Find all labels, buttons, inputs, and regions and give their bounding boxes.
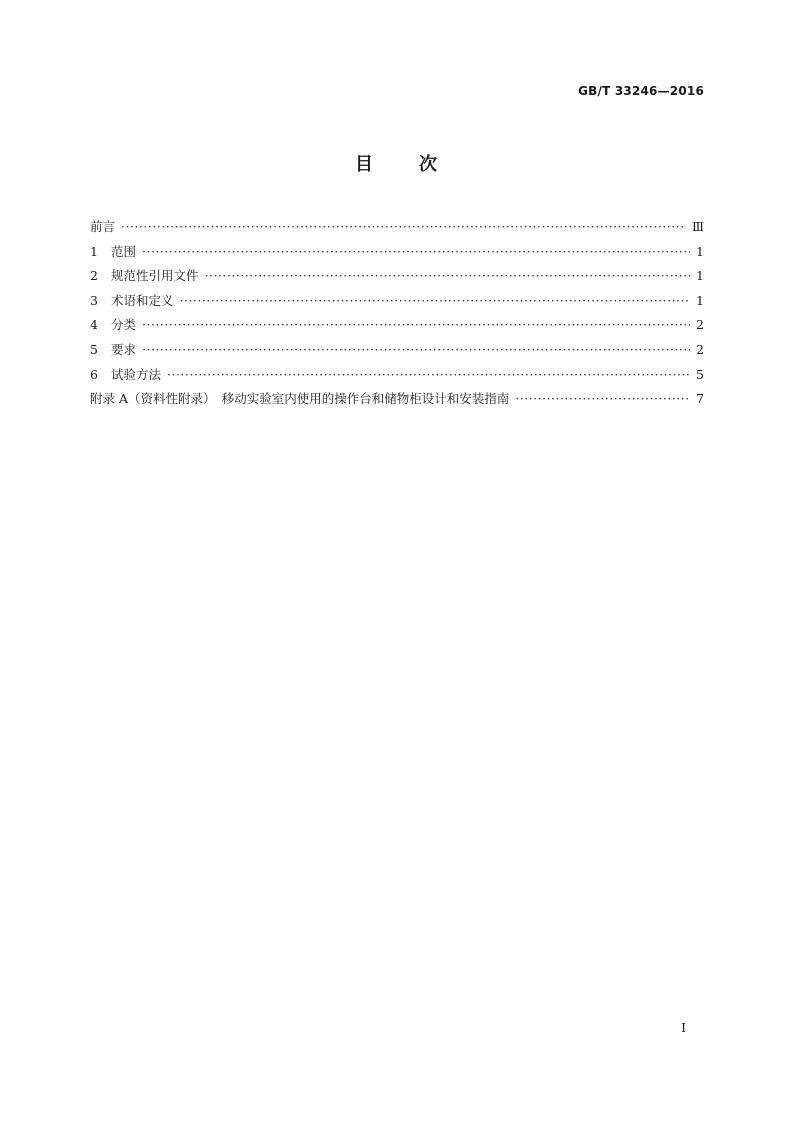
toc-leader-dots bbox=[142, 240, 690, 265]
toc-entry-classification[interactable] bbox=[90, 313, 704, 338]
toc-entry-number: 6 bbox=[90, 366, 98, 382]
toc-entry-number: 2 bbox=[90, 268, 98, 284]
toc-leader-dots bbox=[121, 215, 686, 240]
toc-entry-label: 前言 bbox=[90, 219, 116, 234]
toc-entry-label: 规范性引用文件 bbox=[111, 268, 199, 284]
table-of-contents bbox=[90, 215, 704, 412]
title-char-right: 次 bbox=[419, 154, 439, 175]
title-char-left: 目 bbox=[355, 154, 375, 175]
toc-entry-label: 分类 bbox=[111, 317, 137, 333]
toc-entry-normative-references[interactable] bbox=[90, 264, 704, 289]
toc-leader-dots bbox=[142, 338, 690, 363]
toc-entry-number: 5 bbox=[90, 341, 98, 357]
toc-entry-page: 1 bbox=[696, 292, 704, 308]
toc-leader-dots bbox=[142, 313, 690, 338]
toc-entry-number: 3 bbox=[90, 292, 98, 308]
toc-entry-page: Ⅲ bbox=[691, 219, 704, 234]
toc-entry-scope[interactable] bbox=[90, 240, 704, 265]
toc-entry-label: 术语和定义 bbox=[111, 292, 174, 308]
toc-entry-page: 2 bbox=[696, 341, 704, 357]
toc-entry-label: 要求 bbox=[111, 341, 137, 357]
toc-entry-foreword[interactable] bbox=[90, 215, 704, 240]
toc-entry-page: 5 bbox=[696, 366, 704, 382]
toc-leader-dots bbox=[167, 363, 690, 388]
toc-entry-label: 试验方法 bbox=[111, 366, 162, 382]
toc-leader-dots bbox=[515, 387, 690, 412]
toc-entry-label: 范围 bbox=[111, 243, 137, 259]
toc-entry-page: 2 bbox=[696, 317, 704, 333]
toc-entry-requirements[interactable] bbox=[90, 338, 704, 363]
page-title bbox=[0, 150, 794, 176]
toc-entry-number: 1 bbox=[90, 243, 98, 259]
toc-entry-label: 附录 A（资料性附录） 移动实验室内使用的操作台和储物柜设计和安装指南 bbox=[90, 391, 510, 407]
toc-entry-terms-definitions[interactable] bbox=[90, 289, 704, 314]
page-number: I bbox=[681, 1021, 686, 1035]
standard-code: GB/T 33246—2016 bbox=[578, 84, 704, 98]
toc-entry-page: 1 bbox=[696, 243, 704, 259]
toc-leader-dots bbox=[205, 264, 690, 289]
toc-entry-test-methods[interactable] bbox=[90, 363, 704, 388]
toc-entry-page: 1 bbox=[696, 268, 704, 284]
toc-entry-number: 4 bbox=[90, 317, 98, 333]
toc-entry-annex-a[interactable] bbox=[90, 387, 704, 412]
toc-entry-page: 7 bbox=[696, 391, 704, 407]
toc-leader-dots bbox=[180, 289, 690, 314]
